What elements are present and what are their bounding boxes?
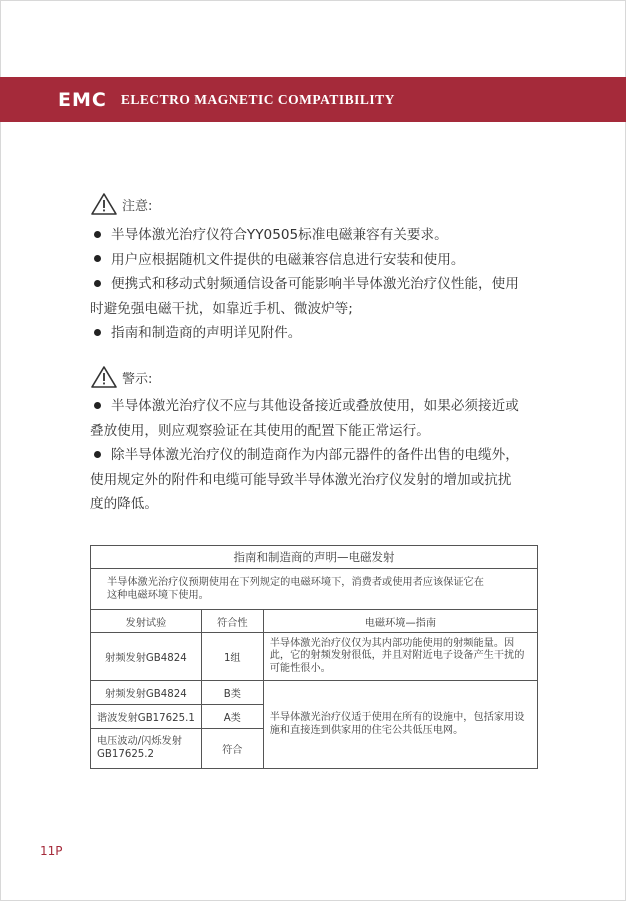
- table-cell-compliance: B类: [201, 681, 263, 705]
- table-cell-guide: 半导体激光治疗仪适于使用在所有的设施中，包括家用设施和直接连到供家用的住宅公共低压电网。: [263, 681, 537, 769]
- bullet-icon: [94, 231, 101, 238]
- bullet-icon: [94, 402, 101, 409]
- warning-item-continued: 使用规定外的附件和电缆可能导致半导体激光治疗仪发射的增加或抗扰: [90, 471, 512, 488]
- notice-item: 指南和制造商的声明详见附件。: [90, 321, 542, 346]
- warning-heading: [90, 364, 542, 390]
- table-cell-compliance: A类: [201, 705, 263, 729]
- table-header: 发射试验: [91, 610, 202, 633]
- warning-item: 除半导体激光治疗仪的制造商作为内部元器件的备件出售的电缆外，: [90, 443, 542, 468]
- table-row: [91, 681, 538, 705]
- warning-item-continued: 度的降低。: [90, 496, 158, 512]
- notice-heading: [90, 191, 542, 217]
- warning-section: [90, 364, 542, 517]
- bullet-icon: [94, 329, 101, 336]
- warning-label: 警示:: [122, 371, 153, 387]
- bullet-icon: [94, 280, 101, 287]
- emc-declaration-table: [90, 545, 538, 769]
- page-number: 11P: [40, 844, 63, 858]
- table-intro: 半导体激光治疗仪预期使用在下列规定的电磁环境下，消费者或使用者应该保证它在 这种电磁环境下使用。: [91, 569, 538, 610]
- table-cell-compliance: 1组: [201, 633, 263, 681]
- table-cell-test: 射频发射GB4824: [91, 681, 202, 705]
- notice-section: [90, 191, 542, 346]
- header-band: [0, 77, 626, 122]
- header-abbr: EMC: [58, 88, 107, 111]
- warning-item-continued: 叠放使用，则应观察验证在其使用的配置下能正常运行。: [90, 422, 430, 439]
- warning-triangle-icon: [90, 192, 118, 216]
- table-row: [91, 633, 538, 681]
- table-cell-test: 谐波发射GB17625.1: [91, 705, 202, 729]
- table-cell-compliance: 符合: [201, 729, 263, 769]
- notice-item: 半导体激光治疗仪符合YY0505标准电磁兼容有关要求。: [90, 223, 542, 248]
- warning-item: 半导体激光治疗仪不应与其他设备接近或叠放使用，如果必须接近或: [90, 394, 542, 419]
- notice-item-continued: 时避免强电磁干扰，如靠近手机、微波炉等;: [90, 300, 353, 317]
- table-title: 指南和制造商的声明—电磁发射: [91, 546, 538, 569]
- notice-item: 便携式和移动式射频通信设备可能影响半导体激光治疗仪性能，使用: [90, 272, 542, 297]
- bullet-icon: [94, 451, 101, 458]
- table-cell-guide: 半导体激光治疗仪仅为其内部功能使用的射频能量。因此，它的射频发射很低，并且对附近电子设备产生干扰的可能性很小。: [263, 633, 537, 681]
- table-cell-test: 电压波动/闪烁发射GB17625.2: [91, 729, 202, 769]
- table-header: 电磁环境—指南: [263, 610, 537, 633]
- table-header: 符合性: [201, 610, 263, 633]
- bullet-icon: [94, 255, 101, 262]
- warning-triangle-icon: [90, 365, 118, 389]
- header-title: ELECTRO MAGNETIC COMPATIBILITY: [120, 91, 395, 107]
- table-cell-test: 射频发射GB4824: [91, 633, 202, 681]
- notice-item: 用户应根据随机文件提供的电磁兼容信息进行安装和使用。: [90, 248, 542, 273]
- notice-label: 注意:: [122, 198, 153, 214]
